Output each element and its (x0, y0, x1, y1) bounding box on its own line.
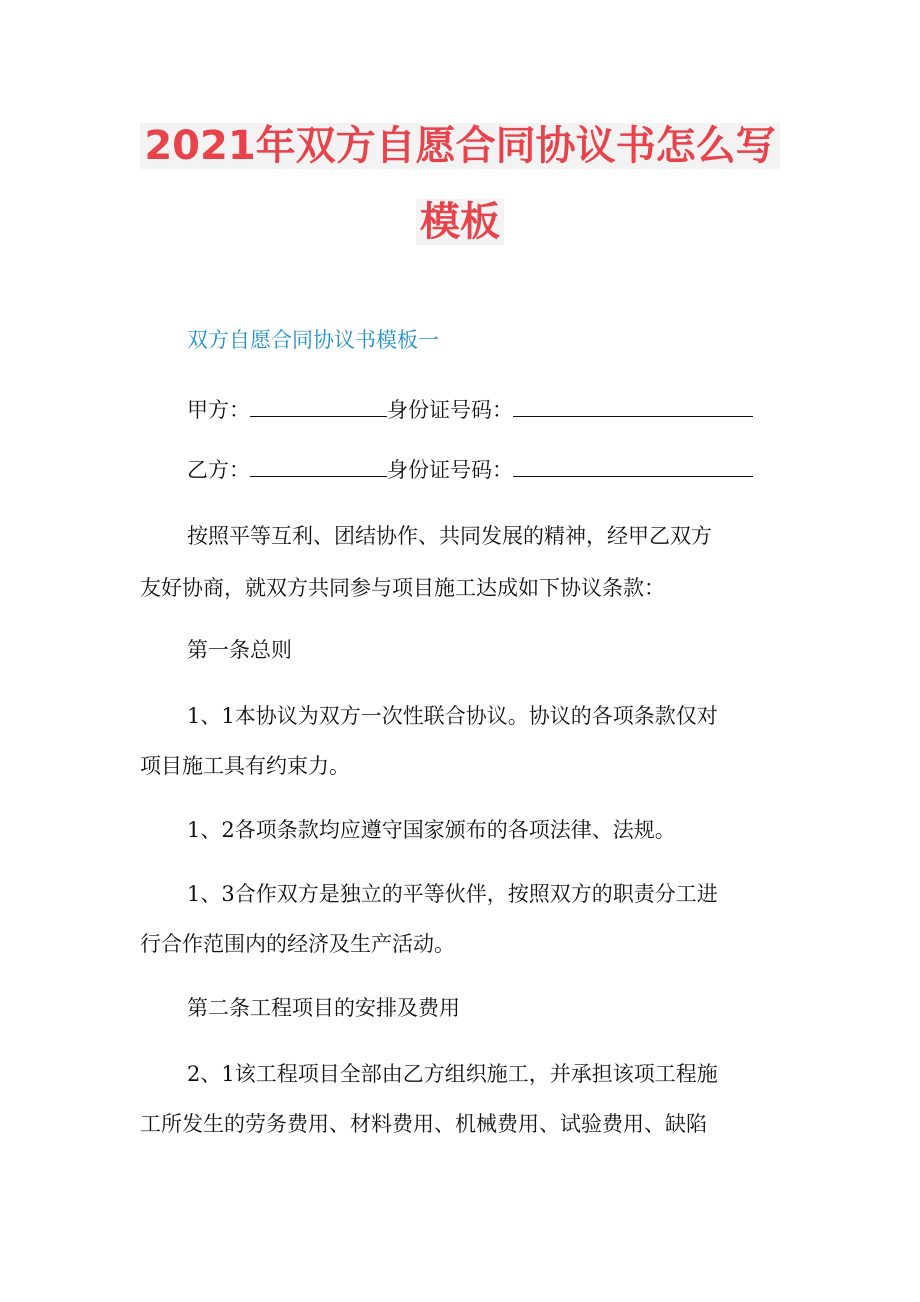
party-b-id-blank (513, 452, 753, 477)
paragraph-line: 1、3合作双方是独立的平等伙伴，按照双方的职责分工进 (187, 882, 718, 906)
party-a-label: 甲方： (187, 398, 250, 422)
section-subheading: 双方自愿合同协议书模板一 (187, 328, 439, 352)
document-title-text-2: 模板 (416, 199, 504, 245)
paragraph-line: 行合作范围内的经济及生产活动。 (140, 932, 455, 956)
document-title-line-2 (0, 194, 920, 250)
party-a-id-label: 身份证号码： (387, 398, 513, 422)
party-b-id-label: 身份证号码： (387, 458, 513, 482)
paragraph-line: 2、1该工程项目全部由乙方组织施工，并承担该项工程施 (187, 1062, 718, 1086)
paragraph-line: 1、2各项条款均应遵守国家颁布的各项法律、法规。 (187, 818, 676, 842)
party-b-name-blank (250, 452, 387, 477)
article-heading: 第一条总则 (187, 638, 292, 662)
paragraph-line: 项目施工具有约束力。 (140, 754, 350, 778)
party-b-line (187, 452, 753, 488)
party-b-label: 乙方： (187, 458, 250, 482)
paragraph-line: 工所发生的劳务费用、材料费用、机械费用、试验费用、缺陷 (140, 1112, 707, 1136)
article-heading: 第二条工程项目的安排及费用 (187, 996, 460, 1020)
party-a-id-blank (513, 392, 753, 417)
document-title-line-1 (0, 118, 920, 174)
paragraph-line: 友好协商，就双方共同参与项目施工达成如下协议条款： (140, 576, 665, 600)
party-a-line (187, 392, 753, 428)
paragraph-line: 1、1本协议为双方一次性联合协议。协议的各项条款仅对 (187, 704, 718, 728)
party-a-name-blank (250, 392, 387, 417)
document-title-text-1: 2021年双方自愿合同协议书怎么写 (140, 123, 779, 169)
paragraph-line: 按照平等互利、团结协作、共同发展的精神，经甲乙双方 (187, 524, 712, 548)
